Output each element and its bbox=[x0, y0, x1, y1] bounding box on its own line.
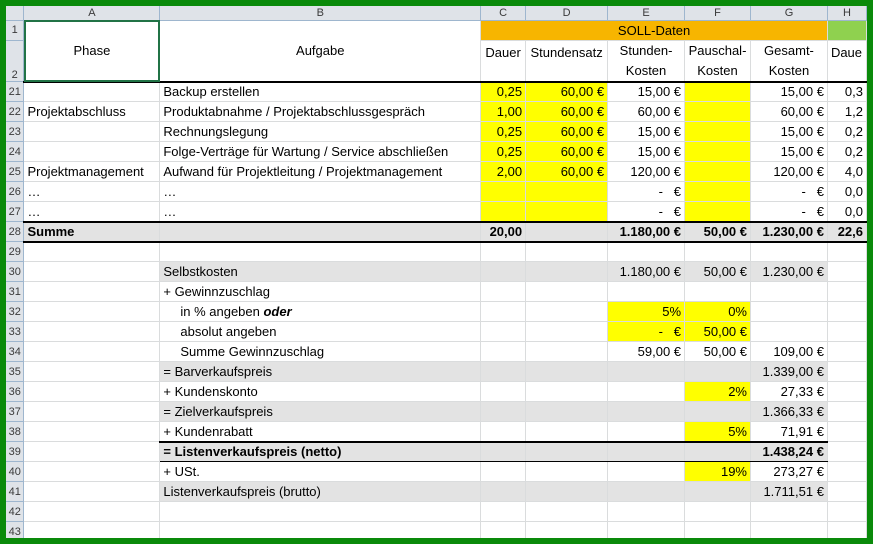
calc-label-absolut[interactable]: absolut angeben bbox=[160, 322, 481, 342]
column-header-c[interactable]: C bbox=[481, 6, 526, 20]
cell-stunden-kosten[interactable]: 15,00 € bbox=[608, 142, 685, 162]
row-header[interactable]: 38 bbox=[6, 422, 24, 442]
cell[interactable] bbox=[608, 282, 685, 302]
calc-label-kundenrabatt[interactable]: + Kundenrabatt bbox=[160, 422, 481, 442]
cell-gesamt-kosten[interactable]: 15,00 € bbox=[751, 122, 828, 142]
table-row bbox=[6, 402, 867, 422]
cell[interactable] bbox=[608, 382, 685, 402]
cell[interactable] bbox=[685, 282, 751, 302]
header-cell-stunden-kosten[interactable] bbox=[608, 40, 685, 82]
cell[interactable] bbox=[751, 282, 828, 302]
input-gewinn-absolut-pauschal[interactable]: 50,00 € bbox=[685, 322, 751, 342]
cell-dauer-ist[interactable]: 0,2 bbox=[827, 122, 866, 142]
cell[interactable] bbox=[481, 482, 526, 502]
header-group-soll-daten[interactable]: SOLL-Daten bbox=[481, 20, 828, 40]
cell-value[interactable]: 1.180,00 € bbox=[608, 262, 685, 282]
cell[interactable] bbox=[827, 442, 866, 462]
cell[interactable] bbox=[685, 442, 751, 462]
header-line: Kosten bbox=[768, 62, 810, 78]
cell-gesamt-kosten[interactable]: - € bbox=[751, 202, 828, 222]
cell-pauschal-kosten[interactable] bbox=[685, 82, 751, 102]
cell[interactable] bbox=[827, 482, 866, 502]
row-header[interactable]: 27 bbox=[6, 202, 24, 222]
cell[interactable] bbox=[526, 522, 608, 539]
table-row bbox=[6, 302, 867, 322]
calc-label-summe-gewinn[interactable]: Summe Gewinnzuschlag bbox=[160, 342, 481, 362]
cell[interactable] bbox=[608, 422, 685, 442]
table-row bbox=[6, 102, 867, 122]
cell[interactable] bbox=[24, 502, 160, 522]
cell-value[interactable]: 59,00 € bbox=[608, 342, 685, 362]
cell[interactable] bbox=[608, 402, 685, 422]
header-line: Pauschal- bbox=[688, 42, 747, 58]
table-row bbox=[6, 482, 867, 502]
cell-value[interactable]: 50,00 € bbox=[685, 342, 751, 362]
table-row bbox=[6, 502, 867, 522]
header-cell-dauer[interactable]: Dauer bbox=[481, 40, 526, 82]
cell[interactable] bbox=[481, 282, 526, 302]
label-emphasis: oder bbox=[263, 304, 292, 319]
row-header[interactable]: 37 bbox=[6, 402, 24, 422]
calc-label-kundenskonto[interactable]: + Kundenskonto bbox=[160, 382, 481, 402]
cell[interactable] bbox=[685, 402, 751, 422]
cell-stundensatz[interactable]: 60,00 € bbox=[526, 162, 608, 182]
cell-stunden-kosten[interactable]: 60,00 € bbox=[608, 102, 685, 122]
cell-gesamt-kosten[interactable]: 15,00 € bbox=[751, 142, 828, 162]
cell-phase[interactable]: … bbox=[24, 202, 160, 222]
cell[interactable] bbox=[827, 302, 866, 322]
cell[interactable] bbox=[526, 342, 608, 362]
cell-gesamt-kosten[interactable]: 120,00 € bbox=[751, 162, 828, 182]
cell[interactable] bbox=[24, 362, 160, 382]
cell[interactable] bbox=[24, 342, 160, 362]
row-header[interactable]: 41 bbox=[6, 482, 24, 502]
cell-stunden-kosten[interactable]: 15,00 € bbox=[608, 122, 685, 142]
cell[interactable] bbox=[481, 302, 526, 322]
cell[interactable] bbox=[481, 422, 526, 442]
cell-phase[interactable] bbox=[24, 82, 160, 102]
cell[interactable] bbox=[481, 442, 526, 462]
table-row bbox=[6, 462, 867, 482]
cell[interactable] bbox=[481, 342, 526, 362]
cell-phase[interactable] bbox=[24, 142, 160, 162]
table-row bbox=[6, 282, 867, 302]
cell-dauer[interactable]: 0,25 bbox=[481, 82, 526, 102]
spreadsheet-window bbox=[6, 6, 867, 538]
cell-stunden-kosten[interactable]: 15,00 € bbox=[608, 82, 685, 102]
cell[interactable] bbox=[481, 242, 526, 262]
cell[interactable] bbox=[751, 302, 828, 322]
table-row bbox=[6, 442, 867, 462]
calc-label-selbstkosten[interactable]: Selbstkosten bbox=[160, 262, 481, 282]
header-cell-pauschal-kosten[interactable] bbox=[685, 40, 751, 82]
table-row bbox=[6, 20, 867, 40]
table-row bbox=[6, 382, 867, 402]
cell-aufgabe[interactable]: Rechnungslegung bbox=[160, 122, 481, 142]
row-header[interactable]: 24 bbox=[6, 142, 24, 162]
cell-gesamt-kosten[interactable]: 60,00 € bbox=[751, 102, 828, 122]
cell[interactable] bbox=[481, 322, 526, 342]
row-header[interactable]: 40 bbox=[6, 462, 24, 482]
cell[interactable] bbox=[827, 502, 866, 522]
cell[interactable] bbox=[526, 242, 608, 262]
cell[interactable] bbox=[24, 462, 160, 482]
row-header[interactable]: 43 bbox=[6, 522, 24, 539]
cell[interactable] bbox=[481, 522, 526, 539]
cell-dauer[interactable]: 2,00 bbox=[481, 162, 526, 182]
row-header[interactable]: 32 bbox=[6, 302, 24, 322]
cell[interactable] bbox=[481, 382, 526, 402]
table-row bbox=[6, 202, 867, 222]
cell[interactable] bbox=[526, 382, 608, 402]
cell[interactable] bbox=[24, 522, 160, 539]
cell-value[interactable]: 1.711,51 € bbox=[751, 482, 828, 502]
cell-value[interactable]: 1.230,00 € bbox=[751, 262, 828, 282]
cell[interactable] bbox=[827, 362, 866, 382]
column-header-d[interactable]: D bbox=[526, 6, 608, 20]
column-header-b[interactable]: B bbox=[160, 6, 481, 20]
cell-stundensatz[interactable]: 60,00 € bbox=[526, 142, 608, 162]
row-header[interactable]: 23 bbox=[6, 122, 24, 142]
cell-stundensatz[interactable]: 60,00 € bbox=[526, 82, 608, 102]
header-group-ist-daten[interactable] bbox=[827, 20, 866, 40]
cell-stundensatz[interactable] bbox=[526, 222, 608, 242]
calc-label-barverkaufspreis[interactable]: = Barverkaufspreis bbox=[160, 362, 481, 382]
table-row bbox=[6, 322, 867, 342]
cell[interactable] bbox=[827, 262, 866, 282]
row-header[interactable]: 33 bbox=[6, 322, 24, 342]
row-header[interactable]: 31 bbox=[6, 282, 24, 302]
input-gewinn-absolut-stunden[interactable]: - € bbox=[608, 322, 685, 342]
cell[interactable] bbox=[481, 362, 526, 382]
row-header[interactable]: 30 bbox=[6, 262, 24, 282]
cell[interactable] bbox=[685, 362, 751, 382]
cell[interactable] bbox=[608, 502, 685, 522]
cell[interactable] bbox=[827, 382, 866, 402]
cell[interactable] bbox=[24, 262, 160, 282]
cell-aufgabe[interactable]: Produktabnahme / Projektabschlussgespräch bbox=[160, 102, 481, 122]
row-header[interactable]: 1 bbox=[6, 20, 24, 40]
column-header-row bbox=[6, 6, 867, 20]
cell[interactable] bbox=[526, 402, 608, 422]
summary-row bbox=[6, 222, 867, 242]
table-row bbox=[6, 362, 867, 382]
cell[interactable] bbox=[24, 302, 160, 322]
table-row bbox=[6, 182, 867, 202]
cell[interactable] bbox=[526, 502, 608, 522]
cell[interactable] bbox=[608, 522, 685, 539]
cell-value[interactable]: 273,27 € bbox=[751, 462, 828, 482]
input-skonto-prozent[interactable]: 2% bbox=[685, 382, 751, 402]
cell-stundensatz[interactable] bbox=[526, 182, 608, 202]
cell-dauer-sum[interactable]: 20,00 bbox=[481, 222, 526, 242]
cell-phase[interactable]: Projektabschluss bbox=[24, 102, 160, 122]
select-all-corner[interactable] bbox=[6, 6, 24, 20]
cell[interactable] bbox=[827, 402, 866, 422]
header-line: Kosten bbox=[625, 62, 667, 78]
input-rabatt-prozent[interactable]: 5% bbox=[685, 422, 751, 442]
header-line: Gesamt- bbox=[764, 42, 814, 58]
cell[interactable] bbox=[685, 242, 751, 262]
row-header[interactable]: 29 bbox=[6, 242, 24, 262]
cell[interactable] bbox=[526, 262, 608, 282]
cell-pauschal-kosten[interactable] bbox=[685, 122, 751, 142]
calc-label-ust[interactable]: + USt. bbox=[160, 462, 481, 482]
cell[interactable] bbox=[24, 322, 160, 342]
header-line: Kosten bbox=[697, 62, 738, 78]
cell-gesamt-kosten[interactable]: - € bbox=[751, 182, 828, 202]
cell-value[interactable]: 109,00 € bbox=[751, 342, 828, 362]
cell[interactable] bbox=[685, 502, 751, 522]
cell[interactable] bbox=[608, 482, 685, 502]
cell[interactable] bbox=[827, 422, 866, 442]
cell[interactable] bbox=[751, 522, 828, 539]
calc-label-listenverkaufspreis-netto[interactable]: = Listenverkaufspreis (netto) bbox=[160, 442, 481, 462]
cell-value[interactable]: 71,91 € bbox=[751, 422, 828, 442]
row-header[interactable]: 22 bbox=[6, 102, 24, 122]
cell[interactable] bbox=[608, 442, 685, 462]
cell-gesamt-kosten[interactable]: 15,00 € bbox=[751, 82, 828, 102]
cell[interactable] bbox=[526, 482, 608, 502]
calc-label-gewinnzuschlag[interactable]: + Gewinnzuschlag bbox=[160, 282, 481, 302]
cell-value[interactable]: 1.339,00 € bbox=[751, 362, 828, 382]
header-cell-stundensatz[interactable]: Stundensatz bbox=[526, 40, 608, 82]
cell-dauer[interactable] bbox=[481, 202, 526, 222]
cell[interactable] bbox=[24, 482, 160, 502]
row-header[interactable]: 25 bbox=[6, 162, 24, 182]
column-header-a[interactable]: A bbox=[24, 6, 160, 20]
table-row bbox=[6, 422, 867, 442]
cell[interactable] bbox=[827, 462, 866, 482]
cell-stunden-kosten-sum[interactable]: 1.180,00 € bbox=[608, 222, 685, 242]
cell[interactable] bbox=[24, 442, 160, 462]
cell-pauschal-kosten[interactable] bbox=[685, 182, 751, 202]
worksheet-grid[interactable] bbox=[6, 6, 867, 538]
row-header[interactable]: 21 bbox=[6, 82, 24, 102]
cell-stundensatz[interactable]: 60,00 € bbox=[526, 102, 608, 122]
cell[interactable] bbox=[481, 462, 526, 482]
cell[interactable] bbox=[526, 422, 608, 442]
row-header[interactable]: 34 bbox=[6, 342, 24, 362]
cell[interactable] bbox=[751, 242, 828, 262]
cell-value[interactable]: 1.366,33 € bbox=[751, 402, 828, 422]
cell-aufgabe[interactable] bbox=[160, 222, 481, 242]
cell[interactable] bbox=[827, 322, 866, 342]
cell[interactable] bbox=[24, 282, 160, 302]
cell-aufgabe[interactable]: Backup erstellen bbox=[160, 82, 481, 102]
cell[interactable] bbox=[526, 302, 608, 322]
column-header-h[interactable]: H bbox=[827, 6, 866, 20]
cell-phase[interactable]: Projektmanagement bbox=[24, 162, 160, 182]
cell[interactable] bbox=[827, 522, 866, 539]
table-row bbox=[6, 122, 867, 142]
cell[interactable] bbox=[827, 242, 866, 262]
cell-aufgabe[interactable]: … bbox=[160, 202, 481, 222]
cell-dauer[interactable] bbox=[481, 182, 526, 202]
column-header-f[interactable]: F bbox=[685, 6, 751, 20]
calc-label-prozent[interactable] bbox=[160, 302, 481, 322]
header-cell-phase[interactable]: Phase bbox=[24, 20, 160, 82]
cell-dauer[interactable]: 0,25 bbox=[481, 142, 526, 162]
cell[interactable] bbox=[685, 522, 751, 539]
table-row bbox=[6, 242, 867, 262]
cell-stunden-kosten[interactable]: - € bbox=[608, 202, 685, 222]
cell-pauschal-kosten[interactable] bbox=[685, 142, 751, 162]
header-cell-aufgabe[interactable]: Aufgabe bbox=[160, 20, 481, 82]
cell[interactable] bbox=[608, 462, 685, 482]
cell[interactable] bbox=[24, 422, 160, 442]
cell[interactable] bbox=[160, 522, 481, 539]
cell-pauschal-kosten-sum[interactable]: 50,00 € bbox=[685, 222, 751, 242]
cell[interactable] bbox=[24, 382, 160, 402]
cell-dauer-ist[interactable]: 0,2 bbox=[827, 142, 866, 162]
cell-pauschal-kosten[interactable] bbox=[685, 202, 751, 222]
cell-dauer-ist[interactable]: 0,0 bbox=[827, 202, 866, 222]
cell[interactable] bbox=[24, 242, 160, 262]
cell[interactable] bbox=[685, 482, 751, 502]
cell-pauschal-kosten[interactable] bbox=[685, 102, 751, 122]
row-header[interactable]: 2 bbox=[6, 40, 24, 82]
cell-dauer-ist[interactable]: 4,0 bbox=[827, 162, 866, 182]
cell-stundensatz[interactable] bbox=[526, 202, 608, 222]
table-row bbox=[6, 142, 867, 162]
table-row bbox=[6, 262, 867, 282]
cell-summe-label[interactable]: Summe bbox=[24, 222, 160, 242]
cell-dauer[interactable]: 0,25 bbox=[481, 122, 526, 142]
cell-value[interactable]: 50,00 € bbox=[685, 262, 751, 282]
cell[interactable] bbox=[751, 322, 828, 342]
cell[interactable] bbox=[526, 322, 608, 342]
cell[interactable] bbox=[608, 242, 685, 262]
cell[interactable] bbox=[160, 242, 481, 262]
cell[interactable] bbox=[751, 502, 828, 522]
cell-dauer-ist[interactable]: 0,0 bbox=[827, 182, 866, 202]
table-row bbox=[6, 82, 867, 102]
row-header[interactable]: 35 bbox=[6, 362, 24, 382]
cell-dauer[interactable]: 1,00 bbox=[481, 102, 526, 122]
cell-stundensatz[interactable]: 60,00 € bbox=[526, 122, 608, 142]
cell[interactable] bbox=[160, 502, 481, 522]
label-text: in % angeben bbox=[180, 304, 264, 319]
cell[interactable] bbox=[526, 282, 608, 302]
column-header-e[interactable]: E bbox=[608, 6, 685, 20]
input-gewinn-prozent-stunden[interactable]: 5% bbox=[608, 302, 685, 322]
input-gewinn-prozent-pauschal[interactable]: 0% bbox=[685, 302, 751, 322]
cell-dauer-ist-sum[interactable]: 22,6 bbox=[827, 222, 866, 242]
cell-stunden-kosten[interactable]: - € bbox=[608, 182, 685, 202]
cell-value[interactable]: 27,33 € bbox=[751, 382, 828, 402]
row-header[interactable]: 42 bbox=[6, 502, 24, 522]
cell-dauer-ist[interactable]: 0,3 bbox=[827, 82, 866, 102]
cell-aufgabe[interactable]: Aufwand für Projektleitung / Projektmanagement bbox=[160, 162, 481, 182]
header-cell-gesamt-kosten[interactable] bbox=[751, 40, 828, 82]
cell[interactable] bbox=[526, 442, 608, 462]
table-row bbox=[6, 522, 867, 539]
cell-phase[interactable] bbox=[24, 122, 160, 142]
cell-stunden-kosten[interactable]: 120,00 € bbox=[608, 162, 685, 182]
cell-gesamt-kosten-sum[interactable]: 1.230,00 € bbox=[751, 222, 828, 242]
column-header-g[interactable]: G bbox=[751, 6, 828, 20]
cell-aufgabe[interactable]: Folge-Verträge für Wartung / Service abschließen bbox=[160, 142, 481, 162]
cell[interactable] bbox=[526, 462, 608, 482]
cell[interactable] bbox=[827, 282, 866, 302]
cell-value[interactable]: 1.438,24 € bbox=[751, 442, 828, 462]
calc-label-listenverkaufspreis-brutto[interactable]: Listenverkaufspreis (brutto) bbox=[160, 482, 481, 502]
header-line: Stunden- bbox=[619, 42, 673, 58]
header-cell-dauer-ist[interactable]: Daue bbox=[827, 40, 866, 82]
cell-dauer-ist[interactable]: 1,2 bbox=[827, 102, 866, 122]
cell[interactable] bbox=[608, 362, 685, 382]
row-header[interactable]: 26 bbox=[6, 182, 24, 202]
cell[interactable] bbox=[481, 502, 526, 522]
row-header[interactable]: 39 bbox=[6, 442, 24, 462]
cell[interactable] bbox=[827, 342, 866, 362]
row-header[interactable]: 28 bbox=[6, 222, 24, 242]
table-row bbox=[6, 342, 867, 362]
calc-label-zielverkaufspreis[interactable]: = Zielverkaufspreis bbox=[160, 402, 481, 422]
input-ust-prozent[interactable]: 19% bbox=[685, 462, 751, 482]
cell-phase[interactable]: … bbox=[24, 182, 160, 202]
table-row bbox=[6, 162, 867, 182]
cell[interactable] bbox=[481, 402, 526, 422]
cell[interactable] bbox=[481, 262, 526, 282]
cell[interactable] bbox=[24, 402, 160, 422]
cell-aufgabe[interactable]: … bbox=[160, 182, 481, 202]
cell[interactable] bbox=[526, 362, 608, 382]
cell-pauschal-kosten[interactable] bbox=[685, 162, 751, 182]
row-header[interactable]: 36 bbox=[6, 382, 24, 402]
